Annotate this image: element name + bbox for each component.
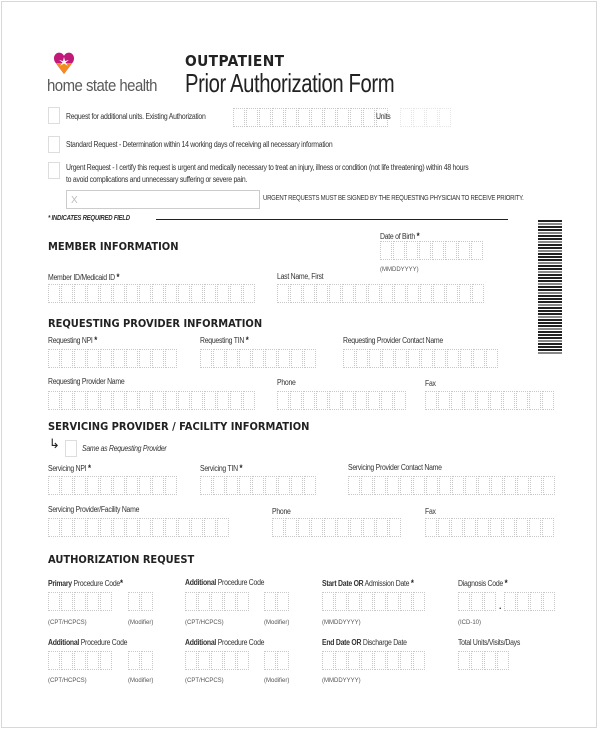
primary-procedure-label: Primary Procedure Code*: [48, 578, 123, 588]
urgent-request-checkbox[interactable]: [48, 162, 60, 179]
additional-modifier-input[interactable]: [264, 592, 290, 611]
requesting-contact-input[interactable]: [343, 349, 499, 368]
servicing-provider-heading: SERVICING PROVIDER / FACILITY INFORMATION: [48, 420, 310, 433]
servicing-npi-input[interactable]: [48, 476, 178, 495]
urgent-request-label-1: Urgent Request - I certify this request is urgent and medically necessary to treat an injury, illness or condition (not life threatening) within 48 hours: [66, 163, 469, 172]
dob-label: Date of Birth *: [380, 231, 420, 241]
cpt-hint: (CPT/HCPCS): [185, 678, 224, 684]
additional-cpt-input[interactable]: [185, 592, 250, 611]
standard-request-label: Standard Request - Determination within 14 working days of receiving all necessary information: [66, 140, 333, 149]
member-id-label: Member ID/Medicaid ID *: [48, 272, 120, 282]
units-input[interactable]: [400, 108, 452, 127]
requesting-npi-input[interactable]: [48, 349, 178, 368]
servicing-tin-input[interactable]: [200, 476, 317, 495]
additional-units-checkbox[interactable]: [48, 107, 60, 124]
additional-procedure-label: Additional Procedure Code: [185, 578, 265, 587]
urgent-signature-note: URGENT REQUESTS MUST BE SIGNED BY THE REQUESTING PHYSICIAN TO RECEIVE PRIORITY.: [263, 195, 524, 202]
cpt-hint: (CPT/HCPCS): [185, 620, 224, 626]
dob-input[interactable]: [380, 241, 484, 260]
icd-hint: (ICD-10): [458, 620, 482, 626]
standard-request-checkbox[interactable]: [48, 136, 60, 153]
primary-cpt-input[interactable]: [48, 592, 113, 611]
modifier-hint: (Modifier): [264, 678, 290, 684]
servicing-contact-input[interactable]: [348, 476, 556, 495]
requesting-fax-label: Fax: [425, 379, 436, 388]
urgent-request-label-2: to avoid complications and unnecessary suffering or severe pain.: [66, 175, 248, 184]
requesting-phone-label: Phone: [277, 378, 296, 387]
requesting-tin-label: Requesting TIN *: [200, 335, 249, 345]
start-date-format-hint: (MMDDYYYY): [322, 620, 361, 626]
diagnosis-dot: .: [499, 601, 502, 611]
servicing-phone-label: Phone: [272, 507, 291, 516]
last-name-label: Last Name, First: [277, 272, 324, 281]
additional-units-label: Request for additional units. Existing Authorization: [66, 112, 206, 121]
divider-line: [156, 219, 508, 220]
servicing-facility-name-label: Servicing Provider/Facility Name: [48, 505, 140, 514]
arrow-icon: ↳: [49, 436, 60, 451]
additional-cpt-input-2[interactable]: [48, 651, 113, 670]
diagnosis-code-label: Diagnosis Code *: [458, 578, 508, 588]
barcode-image: [538, 220, 562, 355]
end-date-format-hint: (MMDDYYYY): [322, 678, 361, 684]
same-as-requesting-checkbox[interactable]: [65, 440, 77, 457]
requesting-npi-label: Requesting NPI *: [48, 335, 98, 345]
requesting-provider-name-label: Requesting Provider Name: [48, 377, 125, 386]
requesting-provider-name-input[interactable]: [48, 391, 256, 410]
end-date-label: End Date OR Discharge Date: [322, 638, 407, 647]
servicing-tin-label: Servicing TIN *: [200, 463, 243, 473]
cpt-hint: (CPT/HCPCS): [48, 620, 87, 626]
additional-modifier-input-3[interactable]: [264, 651, 290, 670]
required-field-note: * INDICATES REQUIRED FIELD: [48, 215, 130, 222]
authorization-request-heading: AUTHORIZATION REQUEST: [48, 553, 195, 566]
last-name-input[interactable]: [277, 284, 485, 303]
modifier-hint: (Modifier): [128, 678, 154, 684]
additional-cpt-input-3[interactable]: [185, 651, 250, 670]
existing-authorization-input[interactable]: [233, 108, 389, 127]
start-date-input[interactable]: [322, 592, 426, 611]
servicing-npi-label: Servicing NPI *: [48, 463, 91, 473]
additional-procedure-label: Additional Procedure Code: [185, 638, 265, 647]
requesting-provider-heading: REQUESTING PROVIDER INFORMATION: [48, 317, 263, 330]
member-info-heading: MEMBER INFORMATION: [48, 240, 179, 253]
physician-signature-field[interactable]: X: [66, 190, 260, 209]
total-units-label: Total Units/Visits/Days: [458, 638, 521, 647]
modifier-hint: (Modifier): [264, 620, 290, 626]
servicing-contact-label: Servicing Provider Contact Name: [348, 463, 442, 472]
form-title: Prior Authorization Form: [185, 68, 395, 98]
servicing-phone-input[interactable]: [272, 518, 402, 537]
requesting-fax-input[interactable]: [425, 391, 555, 410]
start-date-label: Start Date OR Admission Date *: [322, 578, 414, 588]
cpt-hint: (CPT/HCPCS): [48, 678, 87, 684]
requesting-contact-label: Requesting Provider Contact Name: [343, 336, 443, 345]
requesting-tin-input[interactable]: [200, 349, 317, 368]
additional-modifier-input-2[interactable]: [128, 651, 154, 670]
total-units-input[interactable]: [458, 651, 510, 670]
same-as-requesting-label: Same as Requesting Provider: [82, 444, 167, 453]
end-date-input[interactable]: [322, 651, 426, 670]
modifier-hint: (Modifier): [128, 620, 154, 626]
units-label: Units: [376, 112, 391, 121]
primary-modifier-input[interactable]: [128, 592, 154, 611]
requesting-phone-input[interactable]: [277, 391, 407, 410]
servicing-facility-name-input[interactable]: [48, 518, 230, 537]
member-id-input[interactable]: [48, 284, 256, 303]
form-subtitle: OUTPATIENT: [185, 52, 285, 70]
diagnosis-code-prefix-input[interactable]: [458, 592, 497, 611]
logo-text: home state health: [47, 76, 157, 95]
servicing-fax-input[interactable]: [425, 518, 555, 537]
additional-procedure-label: Additional Procedure Code: [48, 638, 128, 647]
servicing-fax-label: Fax: [425, 507, 436, 516]
diagnosis-code-suffix-input[interactable]: [504, 592, 556, 611]
dob-format-hint: (MMDDYYYY): [380, 267, 419, 273]
